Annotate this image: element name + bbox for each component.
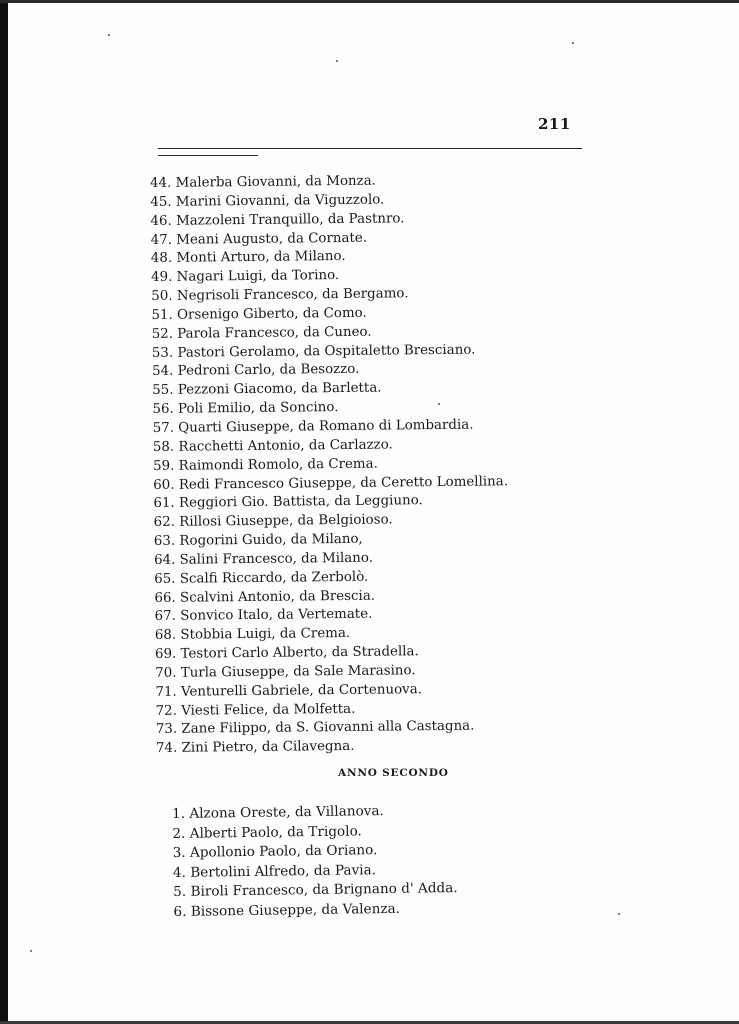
entry-text: Monti Arturo, da Milano. [176,249,346,267]
entry-number: 3. [172,844,186,861]
entry-text: Testori Carlo Alberto, da Stradella. [180,644,419,662]
entry-text: Scalfi Riccardo, da Zerbolò. [179,569,369,587]
entry-number: 56. [152,401,174,418]
entry-text: Zini Pietro, da Cilavegna. [181,739,355,757]
entry-text: Zane Filippo, da S. Giovanni alla Castagna. [181,719,475,738]
section-title: ANNO SECONDO [338,767,449,779]
page-number: 211 [538,115,571,133]
entry-text: Redi Francesco Giuseppe, da Ceretto Lomellina. [178,473,509,493]
entry-number: 69. [154,646,177,663]
entry-number: 6. [173,903,187,920]
entry-text: Stobbia Luigi, da Crema. [180,626,351,643]
entry-text: Bissone Giuseppe, da Valenza. [190,900,401,920]
entry-number: 44. [150,175,172,191]
entry-number: 4. [172,864,187,881]
student-list-first-year [150,171,511,759]
entry-number: 50. [151,288,173,305]
entry-number: 64. [153,552,176,568]
paper-speck [30,950,32,952]
student-list-second-year [172,801,458,922]
entry-text: Apollonio Paolo, da Oriano. [189,842,378,861]
entry-text: Sonvico Italo, da Vertemate. [180,607,373,625]
entry-text: Alberti Paolo, da Trigolo. [189,822,362,842]
entry-number: 46. [150,213,172,229]
entry-number: 73. [155,722,178,738]
entry-text: Reggiori Gio. Battista, da Leggiuno. [178,493,423,512]
list-entry [156,737,511,760]
entry-number: 5. [173,883,187,900]
entry-text: Rogorini Guido, da Milano, [179,531,363,549]
entry-text: Malerba Giovanni, da Monza. [175,173,376,191]
entry-text: Nagari Luigi, da Torino. [176,268,340,285]
entry-number: 1. [172,805,186,822]
paper-speck [108,34,110,36]
entry-number: 63. [153,533,176,550]
page-edge-top [0,0,739,3]
entry-text: Bertolini Alfredo, da Pavia. [190,861,377,881]
entry-number: 52. [151,326,174,342]
entry-text: Negrisoli Francesco, da Bergamo. [176,286,409,304]
entry-number: 49. [150,269,173,286]
entry-number: 53. [151,345,174,361]
entry-text: Venturelli Gabriele, da Cortenuova. [180,681,422,700]
entry-number: 58. [152,439,175,455]
entry-text: Parola Francesco, da Cuneo. [177,324,372,342]
entry-text: Orsenigo Giberto, da Como. [176,305,367,323]
entry-text: Pezzoni Giacomo, da Barletta. [177,380,382,399]
entry-number: 70. [155,665,177,681]
header-rule [158,148,582,149]
entry-text: Quarti Giuseppe, da Romano di Lombardia. [178,417,474,436]
entry-number: 54. [151,364,174,380]
entry-text: Turla Giuseppe, da Sale Marasino. [180,663,416,681]
entry-number: 60. [153,477,175,493]
entry-text: Alzona Oreste, da Villanova. [189,803,384,822]
entry-text: Pedroni Carlo, da Besozzo. [177,362,360,380]
paper-speck [572,42,574,44]
entry-number: 74. [155,741,178,757]
entry-text: Salini Francesco, da Milano. [179,550,374,568]
entry-number: 47. [150,232,173,248]
entry-text: Meani Augusto, da Cornate. [176,230,368,248]
entry-number: 57. [152,420,175,436]
list-entry [173,899,458,922]
entry-text: Rillosi Giuseppe, da Belgioioso. [179,512,393,530]
entry-number: 68. [154,628,177,644]
entry-number: 61. [153,496,175,512]
entry-text: Poli Emilio, da Soncino. [177,400,339,417]
list-entry [173,879,458,902]
header-rule-accent [158,155,258,156]
page-edge-left [0,0,8,1024]
entry-text: Raimondi Romolo, da Crema. [178,456,378,474]
entry-text: Mazzoleni Tranquillo, da Pastnro. [175,211,405,229]
entry-text: Pastori Gerolamo, da Ospitaletto Bresciano. [177,342,476,361]
paper-speck [618,913,620,915]
entry-number: 45. [150,194,172,210]
entry-number: 67. [154,609,177,625]
entry-text: Marini Giovanni, da Viguzzolo. [175,192,385,210]
entry-number: 66. [154,590,176,606]
paper-speck [336,60,338,62]
entry-number: 71. [155,684,177,700]
entry-number: 65. [154,571,176,587]
entry-text: Viesti Felice, da Molfetta. [181,701,356,719]
entry-text: Racchetti Antonio, da Carlazzo. [178,437,393,455]
list-entry [153,416,508,439]
entry-text: Biroli Francesco, da Brignano d' Adda. [190,880,458,900]
entry-number: 2. [172,825,186,842]
entry-number: 72. [155,703,177,719]
entry-number: 62. [153,514,176,531]
entry-text: Scalvini Antonio, da Brescia. [179,588,376,606]
entry-number: 55. [152,383,174,399]
entry-number: 59. [152,458,175,474]
entry-number: 51. [151,307,173,323]
paper-speck [438,403,440,405]
entry-number: 48. [150,251,173,267]
